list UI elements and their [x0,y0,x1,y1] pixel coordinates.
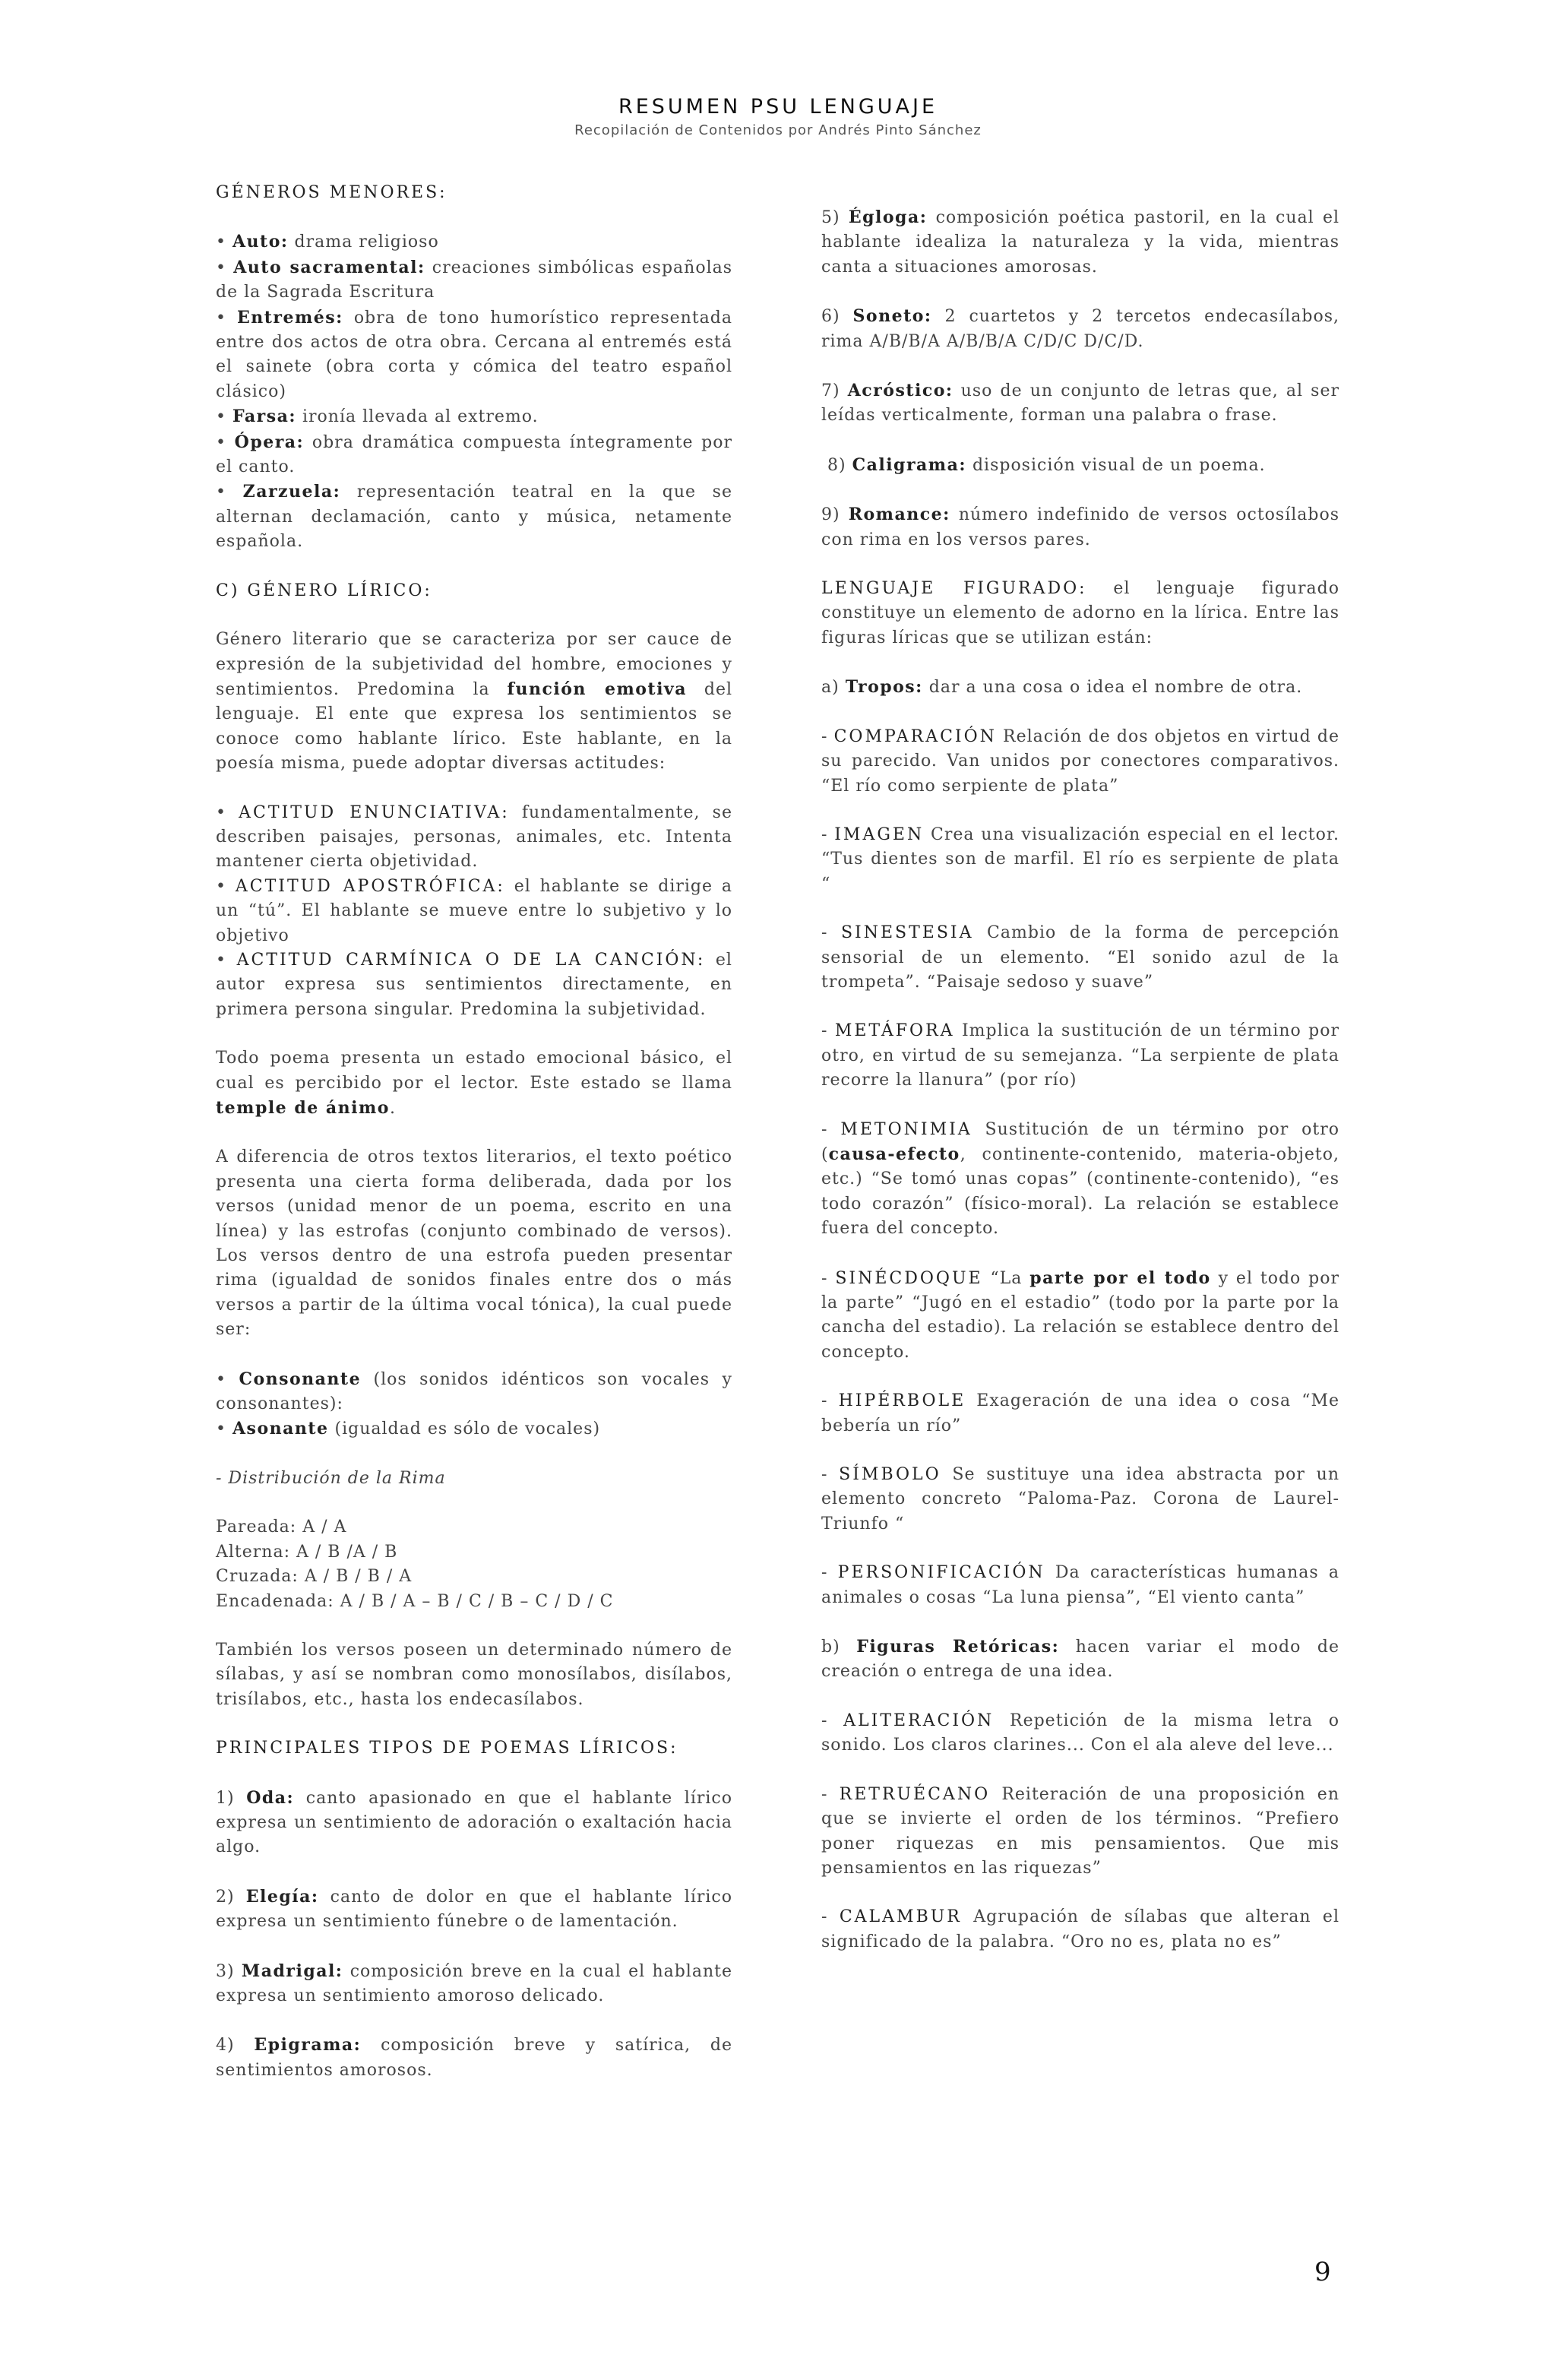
figure-aliteracion: - ALITERACIÓN Repetición de la misma letra o sonido. Los claros clarines... Con el ala aleve del leve... [821,1711,1339,1755]
section-genero-lirico: C) GÉNERO LÍRICO: [216,581,432,600]
right-column [821,205,1339,1954]
section-generos-menores: GÉNEROS MENORES: [216,183,448,202]
document-title: RESUMEN PSU LENGUAJE [618,95,938,119]
item-opera: • Ópera: obra dramática compuesta íntegramente por el canto. [216,432,732,477]
page-header [0,94,1556,140]
item-oda: 1) Oda: canto apasionado en que el hablante lírico expresa un sentimiento de adoración o exaltación hacia algo. [216,1787,733,1857]
item-madrigal: 3) Madrigal: composición breve en la cual el hablante expresa un sentimiento amoroso delicado. [216,1961,732,2005]
item-romance: 9) Romance: número indefinido de versos octosílabos con rima en los versos pares. [821,505,1340,549]
item-auto: • Auto: drama religioso [216,232,439,252]
figure-sinestesia: - SINESTESIA Cambio de la forma de percepción sensorial de un elemento. “El sonido azul de la trompeta”. “Paisaje sedoso y suave” [821,923,1339,992]
item-entremes: • Entremés: obra de tono humorístico representada entre dos actos de otra obra. Cercana al entremés está el sainete (obra corta y cómica del teatro español clásico) [216,307,732,401]
item-asonante: • Asonante (igualdad es sólo de vocales) [216,1419,601,1439]
paragraph-texto-poetico: A diferencia de otros textos literarios, el texto poético presenta una cierta forma deliberada, dada por los versos (unidad menor de un poema, escrito en una línea) y las estrofas (conjunto combinado de versos). Los versos dentro de una estrofa pueden presentar rima (igualdad de sonidos finales entre dos o más versos a partir de la última vocal tónica), la cual puede ser: [216,1147,732,1340]
item-actitud-enunciativa: • ACTITUD ENUNCIATIVA: fundamentalmente, se describen paisajes, personas, animales, etc. Intenta mantener cierta objetividad. [216,802,732,872]
subheading-distribucion: - Distribución de la Rima [216,1468,446,1488]
figure-comparacion: - COMPARACIÓN Relación de dos objetos en virtud de su parecido. Van unidos por conectores comparativos. “El río como serpiente de plata” [821,726,1339,796]
item-actitud-apostrofica: • ACTITUD APOSTRÓFICA: el hablante se dirige a un “tú”. El hablante se mueve entre lo subjetivo y lo objetivo [216,876,733,945]
paragraph-silabas: También los versos poseen un determinado número de sílabas, y así se nombran como monosílabos, disílabos, trisílabos, etc., hasta los endecasílabos. [216,1640,732,1709]
item-acrostico: 7) Acróstico: uso de un conjunto de letras que, al ser leídas verticalmente, forman una palabra o frase. [821,381,1339,426]
item-soneto: 6) Soneto: 2 cuartetos y 2 tercetos endecasílabos, rima A/B/B/A A/B/B/A C/D/C D/C/D. [821,306,1340,351]
figure-retruecano: - RETRUÉCANO Reiteración de una proposición en que se invierte el orden de los términos. “Prefiero poner riquezas en mis pensamientos. Que mis pensamientos en las riquezas” [821,1784,1339,1878]
figure-imagen: - IMAGEN Crea una visualización especial en el lector. “Tus dientes son de marfil. El río es serpiente de plata “ [821,824,1339,894]
figure-hiperbole: - HIPÉRBOLE Exageración de una idea o cosa “Me bebería un río” [821,1391,1339,1435]
figure-metafora: - METÁFORA Implica la sustitución de un término por otro, en virtud de su semejanza. “La serpiente de plata recorre la llanura” (por río) [821,1021,1339,1090]
document-subtitle: Recopilación de Contenidos por Andrés Pinto Sánchez [574,122,982,138]
item-zarzuela: • Zarzuela: representación teatral en la que se alternan declamación, canto y música, netamente española. [216,482,732,552]
item-caligrama: 8) Caligrama: disposición visual de un poema. [821,454,1266,475]
item-epigrama: 4) Epigrama: composición breve y satírica, de sentimientos amorosos. [216,2035,733,2080]
figure-personificacion: - PERSONIFICACIÓN Da características humanas a animales o cosas “La luna piensa”, “El viento canta” [821,1563,1339,1607]
page-number: 9 [1314,2257,1331,2287]
paragraph-temple: Todo poema presenta un estado emocional básico, el cual es percibido por el lector. Este estado se llama temple de ánimo. [216,1049,732,1118]
item-egloga: 5) Égloga: composición poética pastoril, en la cual el hablante idealiza la naturaleza y la vida, mientras canta a situaciones amorosas. [821,207,1340,277]
figure-sinecdoque: - SINÉCDOQUE “La parte por el todo y el todo por la parte” “Jugó en el estadio” (todo por la parte por la cancha del estadio). La relación se establece dentro del concepto. [821,1268,1340,1362]
rima-alterna: Alterna: A / B /A / B [216,1542,398,1562]
rima-cruzada: Cruzada: A / B / B / A [216,1567,413,1587]
item-figuras-retoricas: b) Figuras Retóricas: hacen variar el modo de creación o entrega de una idea. [821,1637,1339,1682]
item-tropos: a) Tropos: dar a una cosa o idea el nombre de otra. [821,677,1303,698]
item-farsa: • Farsa: ironía llevada al extremo. [216,407,539,427]
rima-pareada: Pareada: A / A [216,1518,347,1537]
rima-encadenada: Encadenada: A / B / A – B / C / B – C / D / C [216,1591,614,1611]
figure-simbolo: - SÍMBOLO Se sustituye una idea abstracta por un elemento concreto “Paloma-Paz. Corona de Laurel-Triunfo “ [821,1465,1339,1533]
section-principales-tipos: PRINCIPALES TIPOS DE POEMAS LÍRICOS: [216,1739,678,1758]
paragraph-genero-lirico: Género literario que se caracteriza por ser cauce de expresión de la subjetividad del hombre, emociones y sentimientos. Predomina la función emotiva del lenguaje. El ente que expresa los sentimientos se conoce como hablante lírico. Este hablante, en la poesía misma, puede adoptar diversas actitudes: [216,630,733,774]
item-auto-sacramental: • Auto sacramental: creaciones simbólicas españolas de la Sagrada Escritura [216,257,733,302]
paragraph-lenguaje-figurado: LENGUAJE FIGURADO: el lenguaje figurado constituye un elemento de adorno en la lírica. Entre las figuras líricas que se utilizan están: [821,579,1339,647]
item-elegia: 2) Elegía: canto de dolor en que el hablante lírico expresa un sentimiento fúnebre o de lamentación. [216,1886,732,1932]
figure-metonimia: - METONIMIA Sustitución de un término por otro (causa-efecto, continente-contenido, materia-objeto, etc.) “Se tomó unas copas” (continente-contenido), “es todo corazón” (físico-moral). La relación se establece fuera del concepto. [821,1119,1339,1239]
figure-calambur: - CALAMBUR Agrupación de sílabas que alteran el significado de la palabra. “Oro no es, plata no es” [821,1907,1339,1951]
item-consonante: • Consonante (los sonidos idénticos son vocales y consonantes): [216,1369,732,1414]
left-column [216,181,732,2083]
item-actitud-carminica: • ACTITUD CARMÍNICA O DE LA CANCIÓN: el autor expresa sus sentimientos directamente, en primera persona singular. Predomina la subjetividad. [216,950,732,1019]
